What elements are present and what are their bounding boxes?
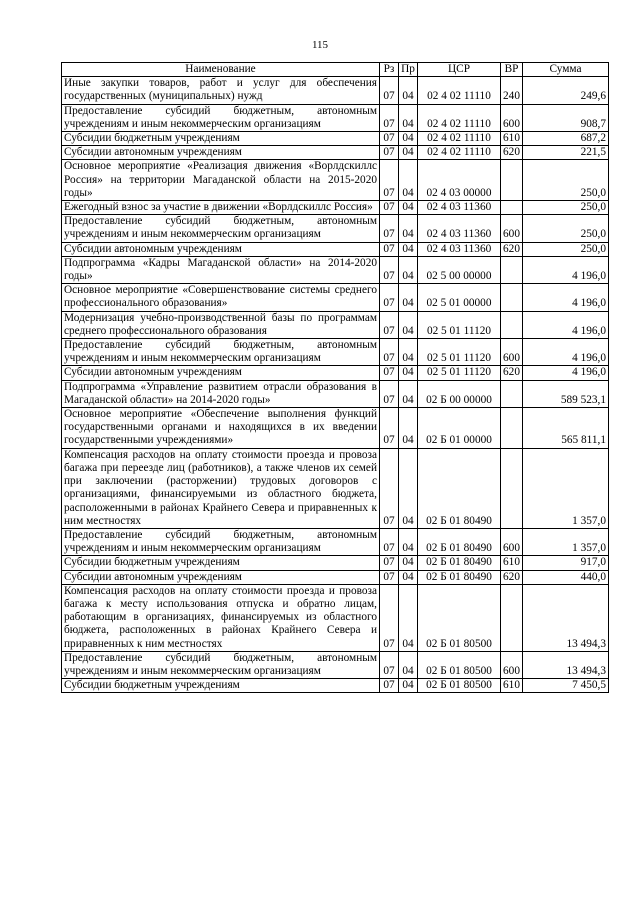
cell-rz: 07 bbox=[380, 448, 399, 528]
table-header-row bbox=[62, 63, 609, 77]
table-row bbox=[62, 311, 609, 338]
cell-sum: 250,0 bbox=[523, 201, 609, 215]
cell-sum: 221,5 bbox=[523, 146, 609, 160]
cell-csr: 02 4 02 11110 bbox=[418, 104, 501, 131]
table-row bbox=[62, 448, 609, 528]
table-row bbox=[62, 366, 609, 380]
cell-name: Иные закупки товаров, работ и услуг для обеспечения государственных (муниципальных) нужд bbox=[62, 77, 380, 104]
cell-rz: 07 bbox=[380, 311, 399, 338]
cell-name: Субсидии автономным учреждениям bbox=[62, 366, 380, 380]
cell-csr: 02 Б 01 80490 bbox=[418, 528, 501, 555]
cell-csr: 02 5 00 00000 bbox=[418, 256, 501, 283]
cell-csr: 02 5 01 11120 bbox=[418, 366, 501, 380]
cell-pr: 04 bbox=[399, 242, 418, 256]
cell-pr: 04 bbox=[399, 311, 418, 338]
cell-pr: 04 bbox=[399, 408, 418, 449]
cell-sum: 7 450,5 bbox=[523, 679, 609, 693]
cell-vr bbox=[501, 311, 523, 338]
table-row bbox=[62, 584, 609, 651]
cell-csr: 02 4 02 11110 bbox=[418, 77, 501, 104]
cell-csr: 02 4 03 00000 bbox=[418, 160, 501, 201]
table-row bbox=[62, 132, 609, 146]
cell-name: Субсидии автономным учреждениям bbox=[62, 570, 380, 584]
cell-rz: 07 bbox=[380, 104, 399, 131]
cell-name: Компенсация расходов на оплату стоимости проезда и провоза багажа при переезде лиц (работников), а также членов их семей при заключении (расторжении) трудовых договоров с организациями, финансируемыми из областного бюджета, расположенными в районах Крайнего Севера и приравненных к ним местностях bbox=[62, 448, 380, 528]
cell-name: Предоставление субсидий бюджетным, автономным учреждениям и иным некоммерческим организациям bbox=[62, 528, 380, 555]
cell-pr: 04 bbox=[399, 256, 418, 283]
cell-vr bbox=[501, 201, 523, 215]
header-csr: ЦСР bbox=[418, 63, 501, 77]
cell-csr: 02 4 02 11110 bbox=[418, 132, 501, 146]
cell-sum: 13 494,3 bbox=[523, 584, 609, 651]
cell-rz: 07 bbox=[380, 284, 399, 311]
cell-sum: 13 494,3 bbox=[523, 651, 609, 678]
cell-vr: 610 bbox=[501, 132, 523, 146]
table-row bbox=[62, 215, 609, 242]
header-sum: Сумма bbox=[523, 63, 609, 77]
header-name: Наименование bbox=[62, 63, 380, 77]
cell-csr: 02 Б 00 00000 bbox=[418, 380, 501, 407]
cell-rz: 07 bbox=[380, 201, 399, 215]
cell-vr: 600 bbox=[501, 215, 523, 242]
table-row bbox=[62, 339, 609, 366]
cell-csr: 02 4 03 11360 bbox=[418, 242, 501, 256]
cell-sum: 687,2 bbox=[523, 132, 609, 146]
cell-pr: 04 bbox=[399, 132, 418, 146]
cell-rz: 07 bbox=[380, 256, 399, 283]
cell-name: Основное мероприятие «Совершенствование системы среднего профессионального образования» bbox=[62, 284, 380, 311]
cell-sum: 250,0 bbox=[523, 215, 609, 242]
cell-vr bbox=[501, 408, 523, 449]
cell-pr: 04 bbox=[399, 584, 418, 651]
cell-vr: 600 bbox=[501, 339, 523, 366]
cell-name: Компенсация расходов на оплату стоимости проезда и провоза багажа к месту использования отпуска и обратно лицам, работающим в организациях, финансируемых из областного бюджета, расположенных в районах Крайнего Севера и приравненных к ним местностях bbox=[62, 584, 380, 651]
cell-name: Субсидии бюджетным учреждениям bbox=[62, 556, 380, 570]
cell-rz: 07 bbox=[380, 380, 399, 407]
cell-sum: 4 196,0 bbox=[523, 256, 609, 283]
cell-vr: 600 bbox=[501, 651, 523, 678]
cell-vr bbox=[501, 448, 523, 528]
cell-vr bbox=[501, 584, 523, 651]
cell-vr: 610 bbox=[501, 679, 523, 693]
cell-sum: 1 357,0 bbox=[523, 448, 609, 528]
table-row bbox=[62, 242, 609, 256]
cell-pr: 04 bbox=[399, 366, 418, 380]
cell-pr: 04 bbox=[399, 339, 418, 366]
cell-sum: 250,0 bbox=[523, 242, 609, 256]
table-row bbox=[62, 77, 609, 104]
cell-sum: 4 196,0 bbox=[523, 284, 609, 311]
table-row bbox=[62, 256, 609, 283]
cell-csr: 02 4 02 11110 bbox=[418, 146, 501, 160]
cell-vr bbox=[501, 256, 523, 283]
cell-csr: 02 5 01 11120 bbox=[418, 311, 501, 338]
cell-pr: 04 bbox=[399, 380, 418, 407]
cell-name: Модернизация учебно-производственной базы по программам среднего профессионального образования bbox=[62, 311, 380, 338]
table-row bbox=[62, 570, 609, 584]
cell-sum: 249,6 bbox=[523, 77, 609, 104]
cell-name: Предоставление субсидий бюджетным, автономным учреждениям и иным некоммерческим организациям bbox=[62, 651, 380, 678]
cell-sum: 917,0 bbox=[523, 556, 609, 570]
cell-name: Субсидии бюджетным учреждениям bbox=[62, 679, 380, 693]
cell-vr: 240 bbox=[501, 77, 523, 104]
cell-csr: 02 Б 01 00000 bbox=[418, 408, 501, 449]
table-row bbox=[62, 146, 609, 160]
table-row bbox=[62, 160, 609, 201]
cell-rz: 07 bbox=[380, 366, 399, 380]
table-row bbox=[62, 679, 609, 693]
cell-csr: 02 Б 01 80500 bbox=[418, 651, 501, 678]
cell-vr: 600 bbox=[501, 104, 523, 131]
cell-rz: 07 bbox=[380, 242, 399, 256]
table-row bbox=[62, 380, 609, 407]
cell-name: Основное мероприятие «Реализация движения «Ворлдскиллс Россия» на территории Магаданской области на 2015-2020 годы» bbox=[62, 160, 380, 201]
cell-name: Ежегодный взнос за участие в движении «Ворлдскиллс Россия» bbox=[62, 201, 380, 215]
cell-name: Предоставление субсидий бюджетным, автономным учреждениям и иным некоммерческим организациям bbox=[62, 215, 380, 242]
table-row bbox=[62, 408, 609, 449]
cell-pr: 04 bbox=[399, 284, 418, 311]
cell-csr: 02 4 03 11360 bbox=[418, 201, 501, 215]
cell-vr: 610 bbox=[501, 556, 523, 570]
cell-pr: 04 bbox=[399, 679, 418, 693]
cell-rz: 07 bbox=[380, 408, 399, 449]
cell-vr: 620 bbox=[501, 146, 523, 160]
cell-pr: 04 bbox=[399, 77, 418, 104]
cell-sum: 4 196,0 bbox=[523, 311, 609, 338]
cell-csr: 02 5 01 00000 bbox=[418, 284, 501, 311]
header-vr: ВР bbox=[501, 63, 523, 77]
cell-vr: 620 bbox=[501, 570, 523, 584]
cell-rz: 07 bbox=[380, 570, 399, 584]
header-pr: Пр bbox=[399, 63, 418, 77]
cell-pr: 04 bbox=[399, 528, 418, 555]
cell-vr bbox=[501, 380, 523, 407]
cell-rz: 07 bbox=[380, 77, 399, 104]
budget-table bbox=[61, 62, 609, 693]
cell-name: Субсидии автономным учреждениям bbox=[62, 146, 380, 160]
cell-vr bbox=[501, 284, 523, 311]
cell-name: Предоставление субсидий бюджетным, автономным учреждениям и иным некоммерческим организациям bbox=[62, 339, 380, 366]
cell-vr: 620 bbox=[501, 366, 523, 380]
cell-csr: 02 Б 01 80500 bbox=[418, 584, 501, 651]
cell-rz: 07 bbox=[380, 528, 399, 555]
cell-rz: 07 bbox=[380, 339, 399, 366]
cell-pr: 04 bbox=[399, 104, 418, 131]
cell-sum: 565 811,1 bbox=[523, 408, 609, 449]
cell-pr: 04 bbox=[399, 201, 418, 215]
cell-rz: 07 bbox=[380, 215, 399, 242]
cell-csr: 02 Б 01 80490 bbox=[418, 556, 501, 570]
cell-pr: 04 bbox=[399, 215, 418, 242]
cell-vr: 600 bbox=[501, 528, 523, 555]
table-row bbox=[62, 201, 609, 215]
cell-name: Подпрограмма «Управление развитием отрасли образования в Магаданской области» на 2014-2020 годы» bbox=[62, 380, 380, 407]
cell-sum: 440,0 bbox=[523, 570, 609, 584]
header-rz: Рз bbox=[380, 63, 399, 77]
table-row bbox=[62, 556, 609, 570]
cell-name: Предоставление субсидий бюджетным, автономным учреждениям и иным некоммерческим организациям bbox=[62, 104, 380, 131]
cell-rz: 07 bbox=[380, 651, 399, 678]
cell-rz: 07 bbox=[380, 556, 399, 570]
cell-name: Подпрограмма «Кадры Магаданской области» на 2014-2020 годы» bbox=[62, 256, 380, 283]
cell-rz: 07 bbox=[380, 679, 399, 693]
cell-name: Субсидии бюджетным учреждениям bbox=[62, 132, 380, 146]
cell-csr: 02 Б 01 80500 bbox=[418, 679, 501, 693]
cell-name: Субсидии автономным учреждениям bbox=[62, 242, 380, 256]
cell-rz: 07 bbox=[380, 160, 399, 201]
cell-sum: 250,0 bbox=[523, 160, 609, 201]
cell-rz: 07 bbox=[380, 584, 399, 651]
cell-csr: 02 Б 01 80490 bbox=[418, 448, 501, 528]
cell-pr: 04 bbox=[399, 160, 418, 201]
cell-vr: 620 bbox=[501, 242, 523, 256]
cell-pr: 04 bbox=[399, 556, 418, 570]
cell-sum: 589 523,1 bbox=[523, 380, 609, 407]
cell-rz: 07 bbox=[380, 146, 399, 160]
cell-pr: 04 bbox=[399, 448, 418, 528]
cell-pr: 04 bbox=[399, 146, 418, 160]
cell-csr: 02 Б 01 80490 bbox=[418, 570, 501, 584]
cell-sum: 4 196,0 bbox=[523, 339, 609, 366]
cell-pr: 04 bbox=[399, 651, 418, 678]
table-row bbox=[62, 104, 609, 131]
cell-sum: 908,7 bbox=[523, 104, 609, 131]
cell-csr: 02 5 01 11120 bbox=[418, 339, 501, 366]
cell-sum: 1 357,0 bbox=[523, 528, 609, 555]
cell-sum: 4 196,0 bbox=[523, 366, 609, 380]
table-body bbox=[62, 77, 609, 693]
table-row bbox=[62, 651, 609, 678]
cell-name: Основное мероприятие «Обеспечение выполнения функций государственными органами и находящихся в их введении государственными учреждениями» bbox=[62, 408, 380, 449]
cell-rz: 07 bbox=[380, 132, 399, 146]
cell-csr: 02 4 03 11360 bbox=[418, 215, 501, 242]
cell-pr: 04 bbox=[399, 570, 418, 584]
table-row bbox=[62, 284, 609, 311]
table-row bbox=[62, 528, 609, 555]
page-number: 115 bbox=[311, 39, 329, 51]
cell-vr bbox=[501, 160, 523, 201]
